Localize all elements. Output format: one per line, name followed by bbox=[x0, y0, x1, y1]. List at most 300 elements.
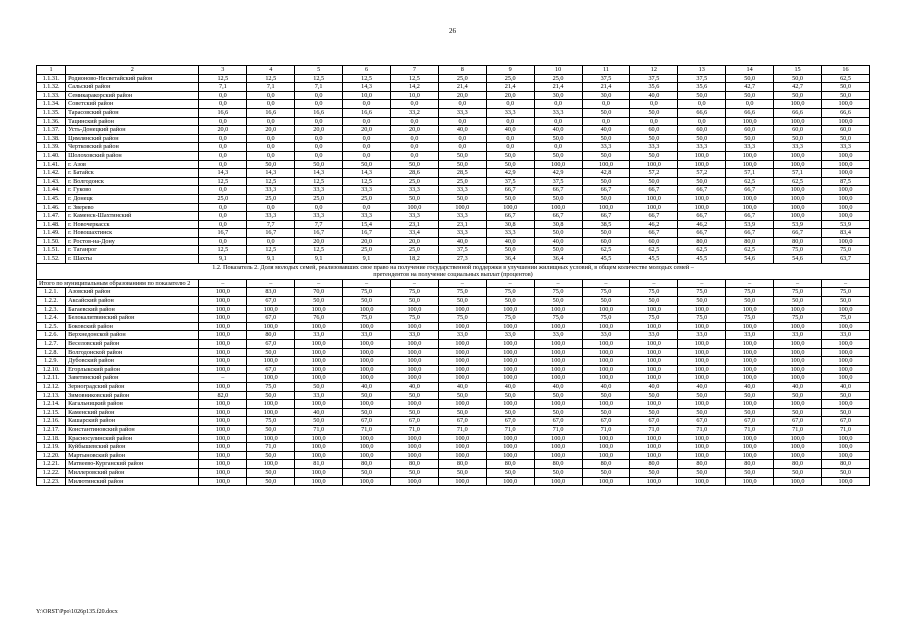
column-number-cell: 10 bbox=[534, 66, 582, 75]
table-row bbox=[37, 391, 870, 400]
value-cell: 71,0 bbox=[390, 425, 438, 434]
value-cell: 12,5 bbox=[295, 177, 343, 186]
value-cell: 75,0 bbox=[343, 314, 391, 323]
value-cell: 100,0 bbox=[534, 348, 582, 357]
value-cell: 10,0 bbox=[390, 91, 438, 100]
value-cell: 100,0 bbox=[630, 357, 678, 366]
value-cell: 50,0 bbox=[390, 160, 438, 169]
value-cell: 45,5 bbox=[582, 255, 630, 264]
value-cell: 100,0 bbox=[821, 348, 869, 357]
value-cell: 100,0 bbox=[295, 434, 343, 443]
value-cell: 50,0 bbox=[630, 297, 678, 306]
value-cell: 37,5 bbox=[678, 74, 726, 83]
value-cell: 40,0 bbox=[678, 382, 726, 391]
value-cell: 100,0 bbox=[390, 357, 438, 366]
value-cell: 100,0 bbox=[774, 100, 822, 109]
value-cell: 100,0 bbox=[486, 434, 534, 443]
value-cell: 57,1 bbox=[774, 169, 822, 178]
value-cell: 33,3 bbox=[726, 143, 774, 152]
value-cell: 42,7 bbox=[774, 83, 822, 92]
value-cell: 100,0 bbox=[821, 365, 869, 374]
value-cell: 40,0 bbox=[438, 382, 486, 391]
value-cell: – bbox=[199, 374, 247, 383]
value-cell: 33,3 bbox=[486, 229, 534, 238]
value-cell: 45,5 bbox=[678, 255, 726, 264]
value-cell: 100,0 bbox=[390, 322, 438, 331]
value-cell: 25,0 bbox=[438, 177, 486, 186]
value-cell: 100,0 bbox=[774, 212, 822, 221]
value-cell: 75,0 bbox=[438, 288, 486, 297]
value-cell: 0,0 bbox=[534, 117, 582, 126]
value-cell: 57,1 bbox=[726, 169, 774, 178]
row-number-cell: 1.1.38. bbox=[37, 134, 66, 143]
value-cell: 75,0 bbox=[390, 314, 438, 323]
value-cell: 66,7 bbox=[726, 186, 774, 195]
value-cell: 40,0 bbox=[726, 382, 774, 391]
row-number-cell: 1.1.42. bbox=[37, 169, 66, 178]
value-cell: 75,0 bbox=[821, 246, 869, 255]
value-cell: 50,0 bbox=[247, 477, 295, 486]
table-row bbox=[37, 83, 870, 92]
value-cell: 0,0 bbox=[199, 134, 247, 143]
table-row bbox=[37, 186, 870, 195]
value-cell: 28,6 bbox=[390, 169, 438, 178]
value-cell: 100,0 bbox=[726, 357, 774, 366]
municipality-name-cell: Волгодонской район bbox=[66, 348, 199, 357]
value-cell: 50,0 bbox=[821, 468, 869, 477]
value-cell: 100,0 bbox=[199, 451, 247, 460]
value-cell: 0,0 bbox=[343, 143, 391, 152]
value-cell: 0,0 bbox=[534, 143, 582, 152]
value-cell: 100,0 bbox=[821, 443, 869, 452]
value-cell: 100,0 bbox=[630, 348, 678, 357]
value-cell: 50,0 bbox=[630, 134, 678, 143]
table-row bbox=[37, 117, 870, 126]
value-cell: 60,0 bbox=[630, 126, 678, 135]
value-cell: 33,3 bbox=[295, 212, 343, 221]
value-cell: 71,0 bbox=[821, 425, 869, 434]
value-cell: 100,0 bbox=[726, 443, 774, 452]
value-cell: 0,0 bbox=[199, 186, 247, 195]
municipality-name-cell: Азовский район bbox=[66, 288, 199, 297]
value-cell: 60,0 bbox=[821, 126, 869, 135]
value-cell: 33,3 bbox=[247, 212, 295, 221]
row-number-cell: 1.2.12. bbox=[37, 382, 66, 391]
value-cell: 0,0 bbox=[678, 117, 726, 126]
value-cell: 40,0 bbox=[821, 382, 869, 391]
row-number-cell: 1.2.7. bbox=[37, 340, 66, 349]
value-cell: 66,6 bbox=[726, 108, 774, 117]
value-cell: 50,0 bbox=[726, 74, 774, 83]
value-cell: 100,0 bbox=[630, 194, 678, 203]
value-cell: 30,8 bbox=[486, 220, 534, 229]
value-cell: 75,0 bbox=[774, 246, 822, 255]
value-cell: 50,0 bbox=[582, 134, 630, 143]
value-cell: 100,0 bbox=[295, 305, 343, 314]
value-cell: 100,0 bbox=[630, 477, 678, 486]
value-cell: 100,0 bbox=[199, 297, 247, 306]
value-cell: 33,3 bbox=[582, 143, 630, 152]
value-cell: 100,0 bbox=[774, 477, 822, 486]
value-cell: 100,0 bbox=[486, 443, 534, 452]
value-cell: 27,3 bbox=[438, 255, 486, 264]
value-cell: 50,0 bbox=[247, 348, 295, 357]
value-cell: 33,0 bbox=[343, 331, 391, 340]
table-row bbox=[37, 297, 870, 306]
value-cell: 67,0 bbox=[247, 340, 295, 349]
value-cell: 100,0 bbox=[390, 434, 438, 443]
value-cell: 50,0 bbox=[390, 468, 438, 477]
value-cell: 71,0 bbox=[295, 425, 343, 434]
municipality-name-cell: Семикаракорский район bbox=[66, 91, 199, 100]
value-cell: 66,6 bbox=[774, 108, 822, 117]
value-cell: 100,0 bbox=[678, 160, 726, 169]
value-cell: 100,0 bbox=[630, 443, 678, 452]
value-cell: 35,6 bbox=[678, 83, 726, 92]
value-cell: 25,0 bbox=[438, 74, 486, 83]
value-cell: 100,0 bbox=[295, 451, 343, 460]
value-cell: 100,0 bbox=[438, 203, 486, 212]
value-cell: 53,9 bbox=[726, 220, 774, 229]
value-cell: 100,0 bbox=[390, 305, 438, 314]
row-number-cell: 1.1.41. bbox=[37, 160, 66, 169]
value-cell: 66,7 bbox=[486, 186, 534, 195]
table-row bbox=[37, 288, 870, 297]
value-cell: 71,0 bbox=[582, 425, 630, 434]
table-row bbox=[37, 255, 870, 264]
value-cell: 81,0 bbox=[295, 460, 343, 469]
value-cell: 66,6 bbox=[678, 108, 726, 117]
value-cell: 80,0 bbox=[678, 460, 726, 469]
value-cell: 82,0 bbox=[199, 391, 247, 400]
value-cell: 67,0 bbox=[630, 417, 678, 426]
value-cell: 71,0 bbox=[247, 443, 295, 452]
value-cell: 0,0 bbox=[343, 117, 391, 126]
municipality-name-cell: Красносулинский район bbox=[66, 434, 199, 443]
value-cell: 100,0 bbox=[438, 357, 486, 366]
value-cell: 50,0 bbox=[774, 74, 822, 83]
value-cell: 50,0 bbox=[726, 297, 774, 306]
value-cell: 100,0 bbox=[582, 160, 630, 169]
value-cell: 50,0 bbox=[343, 160, 391, 169]
value-cell: 50,0 bbox=[630, 468, 678, 477]
value-cell: 0,0 bbox=[390, 134, 438, 143]
value-cell: 50,0 bbox=[678, 408, 726, 417]
value-cell: 67,0 bbox=[534, 417, 582, 426]
value-cell: 100,0 bbox=[534, 374, 582, 383]
column-number-row bbox=[37, 66, 870, 75]
column-number-cell: 15 bbox=[774, 66, 822, 75]
value-cell: 50,0 bbox=[486, 160, 534, 169]
value-cell: 50,0 bbox=[343, 391, 391, 400]
value-cell: 20,0 bbox=[390, 126, 438, 135]
table-row bbox=[37, 434, 870, 443]
value-cell: 66,7 bbox=[486, 212, 534, 221]
row-number-cell: 1.1.39. bbox=[37, 143, 66, 152]
value-cell: 87,5 bbox=[821, 177, 869, 186]
value-cell: 40,0 bbox=[438, 237, 486, 246]
row-number-cell: 1.1.34. bbox=[37, 100, 66, 109]
value-cell: 67,0 bbox=[678, 417, 726, 426]
value-cell: 0,0 bbox=[343, 203, 391, 212]
value-cell: 33,0 bbox=[678, 331, 726, 340]
value-cell: 0,0 bbox=[247, 100, 295, 109]
value-cell: 80,0 bbox=[726, 460, 774, 469]
value-cell: 100,0 bbox=[343, 348, 391, 357]
value-cell: 100,0 bbox=[582, 434, 630, 443]
value-cell: 50,0 bbox=[534, 408, 582, 417]
total-value-cell: – bbox=[678, 279, 726, 288]
value-cell: 100,0 bbox=[343, 443, 391, 452]
row-number-cell: 1.1.40. bbox=[37, 151, 66, 160]
row-number-cell: 1.2.22. bbox=[37, 468, 66, 477]
value-cell: 100,0 bbox=[582, 443, 630, 452]
value-cell: 100,0 bbox=[295, 348, 343, 357]
total-value-cell: – bbox=[582, 279, 630, 288]
value-cell: 12,5 bbox=[390, 74, 438, 83]
value-cell: 71,0 bbox=[726, 425, 774, 434]
value-cell: 50,0 bbox=[247, 160, 295, 169]
value-cell: 50,0 bbox=[678, 134, 726, 143]
municipality-name-cell: Каменский район bbox=[66, 408, 199, 417]
value-cell: 100,0 bbox=[774, 203, 822, 212]
value-cell: 100,0 bbox=[774, 151, 822, 160]
value-cell: 50,0 bbox=[295, 297, 343, 306]
row-number-cell: 1.1.31. bbox=[37, 74, 66, 83]
value-cell: 0,0 bbox=[295, 91, 343, 100]
value-cell: 100,0 bbox=[390, 203, 438, 212]
value-cell: 100,0 bbox=[199, 288, 247, 297]
value-cell: 100,0 bbox=[678, 374, 726, 383]
row-number-cell: 1.2.15. bbox=[37, 408, 66, 417]
value-cell: 18,2 bbox=[390, 255, 438, 264]
value-cell: 0,0 bbox=[199, 117, 247, 126]
value-cell: 50,0 bbox=[582, 391, 630, 400]
value-cell: 100,0 bbox=[438, 322, 486, 331]
value-cell: 0,0 bbox=[247, 237, 295, 246]
value-cell: 100,0 bbox=[343, 477, 391, 486]
row-number-cell: 1.2.5. bbox=[37, 322, 66, 331]
value-cell: 100,0 bbox=[343, 305, 391, 314]
value-cell: 100,0 bbox=[630, 434, 678, 443]
value-cell: 50,0 bbox=[678, 91, 726, 100]
municipality-name-cell: Зимовниковский район bbox=[66, 391, 199, 400]
value-cell: 12,5 bbox=[343, 74, 391, 83]
total-value-cell: – bbox=[726, 279, 774, 288]
value-cell: 33,0 bbox=[295, 331, 343, 340]
value-cell: 0,0 bbox=[199, 143, 247, 152]
value-cell: 50,0 bbox=[678, 468, 726, 477]
value-cell: 67,0 bbox=[247, 314, 295, 323]
value-cell: 50,0 bbox=[774, 297, 822, 306]
value-cell: 100,0 bbox=[438, 443, 486, 452]
value-cell: 100,0 bbox=[630, 160, 678, 169]
value-cell: 16,6 bbox=[295, 108, 343, 117]
value-cell: 100,0 bbox=[534, 160, 582, 169]
value-cell: 100,0 bbox=[774, 340, 822, 349]
value-cell: 50,0 bbox=[534, 229, 582, 238]
value-cell: 66,7 bbox=[534, 186, 582, 195]
municipality-name-cell: Дубовский район bbox=[66, 357, 199, 366]
column-number-cell: 11 bbox=[582, 66, 630, 75]
value-cell: 50,0 bbox=[438, 468, 486, 477]
value-cell: 100,0 bbox=[821, 212, 869, 221]
value-cell: 30,8 bbox=[534, 220, 582, 229]
value-cell: 100,0 bbox=[390, 374, 438, 383]
value-cell: 25,0 bbox=[199, 194, 247, 203]
value-cell: 100,0 bbox=[295, 374, 343, 383]
table-row bbox=[37, 340, 870, 349]
value-cell: 66,7 bbox=[630, 212, 678, 221]
value-cell: 75,0 bbox=[343, 288, 391, 297]
value-cell: 100,0 bbox=[774, 186, 822, 195]
municipality-name-cell: Заветинский район bbox=[66, 374, 199, 383]
value-cell: 0,0 bbox=[295, 203, 343, 212]
value-cell: 0,0 bbox=[199, 151, 247, 160]
row-number-cell: 1.2.8. bbox=[37, 348, 66, 357]
value-cell: 100,0 bbox=[774, 117, 822, 126]
value-cell: 50,0 bbox=[774, 91, 822, 100]
value-cell: 50,0 bbox=[534, 151, 582, 160]
row-number-cell: 1.2.1. bbox=[37, 288, 66, 297]
row-number-cell: 1.2.20. bbox=[37, 451, 66, 460]
value-cell: 14,3 bbox=[343, 83, 391, 92]
value-cell: 100,0 bbox=[582, 477, 630, 486]
footer-file-path: Y:\ORST\Ppo\1026p135.f20.docx bbox=[36, 609, 118, 615]
municipality-name-cell: Матвеево-Курганский район bbox=[66, 460, 199, 469]
value-cell: 66,7 bbox=[726, 229, 774, 238]
value-cell: 100,0 bbox=[726, 348, 774, 357]
value-cell: 66,7 bbox=[678, 229, 726, 238]
column-number-cell: 2 bbox=[66, 66, 199, 75]
value-cell: 0,0 bbox=[678, 100, 726, 109]
value-cell: 100,0 bbox=[678, 322, 726, 331]
value-cell: 0,0 bbox=[390, 117, 438, 126]
value-cell: 76,0 bbox=[295, 314, 343, 323]
value-cell: 0,0 bbox=[295, 143, 343, 152]
value-cell: 16,7 bbox=[343, 229, 391, 238]
municipality-name-cell: Зерноградский район bbox=[66, 382, 199, 391]
value-cell: 100,0 bbox=[199, 434, 247, 443]
value-cell: 14,2 bbox=[390, 83, 438, 92]
value-cell: 0,0 bbox=[199, 160, 247, 169]
value-cell: 71,0 bbox=[630, 425, 678, 434]
value-cell: 100,0 bbox=[247, 322, 295, 331]
value-cell: 14,3 bbox=[295, 169, 343, 178]
value-cell: 100,0 bbox=[678, 194, 726, 203]
value-cell: 100,0 bbox=[390, 443, 438, 452]
value-cell: 100,0 bbox=[821, 434, 869, 443]
value-cell: 100,0 bbox=[678, 400, 726, 409]
value-cell: 100,0 bbox=[199, 425, 247, 434]
value-cell: 100,0 bbox=[726, 451, 774, 460]
value-cell: 100,0 bbox=[582, 203, 630, 212]
table-row bbox=[37, 305, 870, 314]
column-number-cell: 7 bbox=[390, 66, 438, 75]
value-cell: 100,0 bbox=[821, 117, 869, 126]
value-cell: 0,0 bbox=[438, 100, 486, 109]
value-cell: 0,0 bbox=[247, 151, 295, 160]
row-number-cell: 1.2.4. bbox=[37, 314, 66, 323]
value-cell: 75,0 bbox=[774, 314, 822, 323]
value-cell: 0,0 bbox=[295, 134, 343, 143]
value-cell: 50,0 bbox=[295, 417, 343, 426]
value-cell: 62,5 bbox=[630, 246, 678, 255]
total-label-cell: Итого по муниципальным образованиям по показателю 2 bbox=[37, 279, 199, 288]
value-cell: 100,0 bbox=[534, 434, 582, 443]
value-cell: 0,0 bbox=[199, 100, 247, 109]
value-cell: 75,0 bbox=[726, 288, 774, 297]
value-cell: 9,1 bbox=[295, 255, 343, 264]
value-cell: 75,0 bbox=[438, 314, 486, 323]
value-cell: 33,3 bbox=[678, 143, 726, 152]
value-cell: 25,0 bbox=[343, 194, 391, 203]
value-cell: 75,0 bbox=[582, 314, 630, 323]
value-cell: 50,0 bbox=[821, 297, 869, 306]
value-cell: 7,7 bbox=[295, 220, 343, 229]
value-cell: 67,0 bbox=[343, 417, 391, 426]
value-cell: 50,0 bbox=[486, 391, 534, 400]
table-row bbox=[37, 194, 870, 203]
value-cell: 50,0 bbox=[343, 468, 391, 477]
table-row bbox=[37, 229, 870, 238]
value-cell: 100,0 bbox=[678, 340, 726, 349]
value-cell: 50,0 bbox=[582, 229, 630, 238]
row-number-cell: 1.2.21. bbox=[37, 460, 66, 469]
value-cell: 0,0 bbox=[630, 117, 678, 126]
value-cell: 100,0 bbox=[774, 322, 822, 331]
value-cell: 100,0 bbox=[486, 400, 534, 409]
value-cell: 30,0 bbox=[534, 91, 582, 100]
value-cell: 100,0 bbox=[678, 451, 726, 460]
value-cell: 100,0 bbox=[199, 365, 247, 374]
value-cell: 63,7 bbox=[821, 255, 869, 264]
value-cell: 100,0 bbox=[295, 357, 343, 366]
value-cell: 9,1 bbox=[343, 255, 391, 264]
value-cell: 33,0 bbox=[821, 331, 869, 340]
value-cell: 66,7 bbox=[678, 186, 726, 195]
row-number-cell: 1.1.47. bbox=[37, 212, 66, 221]
value-cell: 66,7 bbox=[726, 212, 774, 221]
value-cell: 40,0 bbox=[630, 91, 678, 100]
value-cell: 40,0 bbox=[486, 126, 534, 135]
value-cell: 20,0 bbox=[486, 91, 534, 100]
value-cell: 100,0 bbox=[438, 305, 486, 314]
value-cell: 50,0 bbox=[534, 468, 582, 477]
value-cell: 100,0 bbox=[486, 203, 534, 212]
value-cell: 71,0 bbox=[343, 425, 391, 434]
value-cell: 100,0 bbox=[726, 203, 774, 212]
value-cell: 33,2 bbox=[390, 108, 438, 117]
value-cell: 50,0 bbox=[726, 408, 774, 417]
value-cell: 20,0 bbox=[343, 126, 391, 135]
value-cell: 0,0 bbox=[343, 151, 391, 160]
column-number-cell: 3 bbox=[199, 66, 247, 75]
column-number-cell: 5 bbox=[295, 66, 343, 75]
value-cell: 50,0 bbox=[582, 108, 630, 117]
municipality-name-cell: г. Гуково bbox=[66, 186, 199, 195]
value-cell: 0,0 bbox=[486, 100, 534, 109]
value-cell: 100,0 bbox=[343, 340, 391, 349]
value-cell: 33,3 bbox=[438, 108, 486, 117]
value-cell: 0,0 bbox=[247, 203, 295, 212]
row-number-cell: 1.1.37. bbox=[37, 126, 66, 135]
column-number-cell: 8 bbox=[438, 66, 486, 75]
value-cell: 100,0 bbox=[774, 365, 822, 374]
total-value-cell: – bbox=[630, 279, 678, 288]
value-cell: 67,0 bbox=[726, 417, 774, 426]
value-cell: 62,5 bbox=[726, 177, 774, 186]
